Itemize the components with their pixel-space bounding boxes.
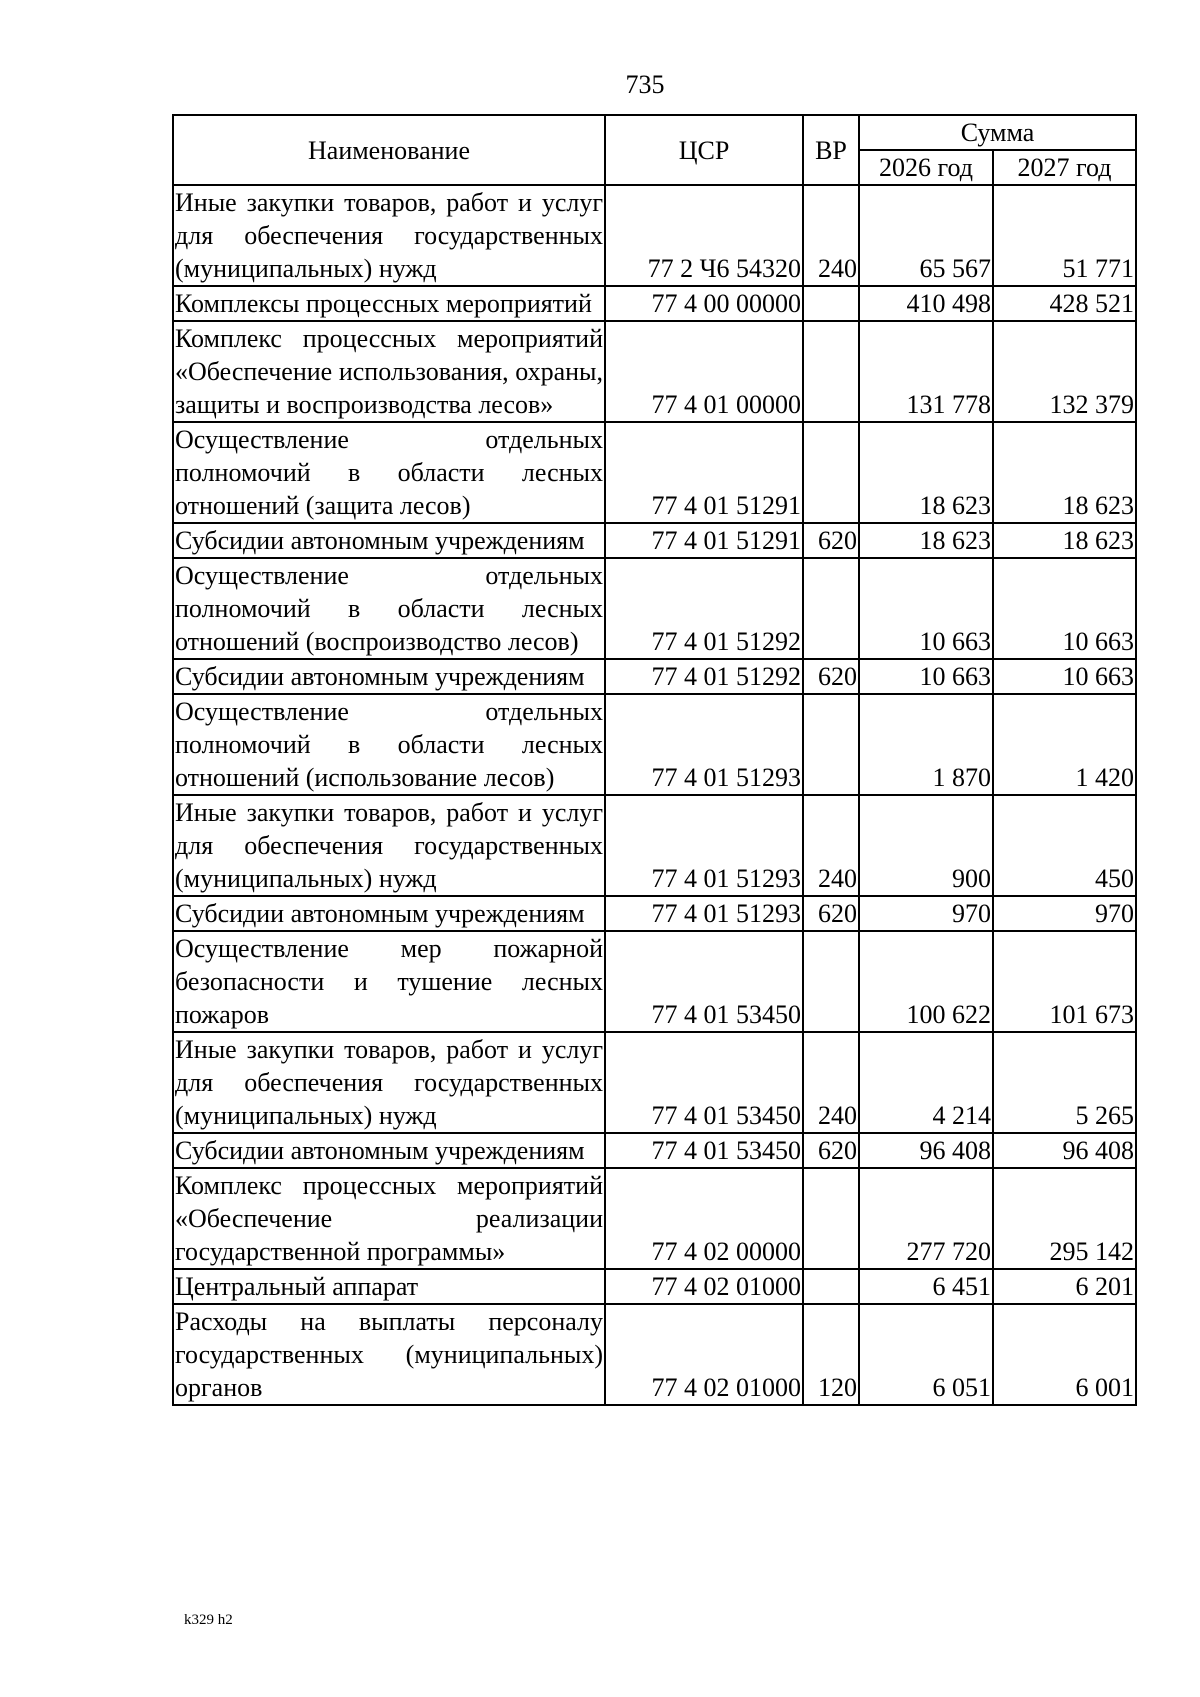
row-sum-2027: 970 <box>993 896 1136 931</box>
row-vr: 240 <box>803 1032 859 1133</box>
table-row <box>173 896 1136 931</box>
table-row <box>173 1032 1136 1133</box>
row-sum-2026: 6 051 <box>859 1304 993 1405</box>
table-row <box>173 659 1136 694</box>
row-csr: 77 4 01 51292 <box>605 558 803 659</box>
row-vr <box>803 1269 859 1304</box>
row-name: Субсидии автономным учреждениям <box>173 523 605 558</box>
row-sum-2026: 131 778 <box>859 321 993 422</box>
table-body <box>173 185 1136 1405</box>
table-row <box>173 1133 1136 1168</box>
row-csr: 77 4 01 00000 <box>605 321 803 422</box>
row-csr: 77 4 01 51292 <box>605 659 803 694</box>
table-row <box>173 558 1136 659</box>
footer-document-code: k329 h2 <box>184 1612 233 1628</box>
row-vr <box>803 422 859 523</box>
row-csr: 77 4 02 01000 <box>605 1304 803 1405</box>
row-sum-2027: 295 142 <box>993 1168 1136 1269</box>
row-name: Субсидии автономным учреждениям <box>173 659 605 694</box>
table-row <box>173 422 1136 523</box>
row-name: Осуществление отдельных полномочий в области лесных отношений (использование лесов) <box>173 694 605 795</box>
row-csr: 77 4 01 51293 <box>605 694 803 795</box>
table-row <box>173 1168 1136 1269</box>
row-sum-2027: 101 673 <box>993 931 1136 1032</box>
row-sum-2026: 96 408 <box>859 1133 993 1168</box>
row-sum-2027: 5 265 <box>993 1032 1136 1133</box>
row-sum-2027: 6 201 <box>993 1269 1136 1304</box>
row-name: Иные закупки товаров, работ и услуг для обеспечения государственных (муниципальных) нужд <box>173 795 605 896</box>
row-name: Комплекс процессных мероприятий «Обеспечение реализации государственной программы» <box>173 1168 605 1269</box>
row-sum-2026: 1 870 <box>859 694 993 795</box>
row-name: Осуществление отдельных полномочий в области лесных отношений (воспроизводство лесов) <box>173 558 605 659</box>
row-sum-2026: 900 <box>859 795 993 896</box>
row-sum-2027: 18 623 <box>993 422 1136 523</box>
header-vr: ВР <box>803 115 859 185</box>
header-csr: ЦСР <box>605 115 803 185</box>
row-vr: 620 <box>803 896 859 931</box>
row-csr: 77 4 01 53450 <box>605 1133 803 1168</box>
row-sum-2027: 18 623 <box>993 523 1136 558</box>
header-year-2027: 2027 год <box>993 150 1136 185</box>
row-csr: 77 4 01 53450 <box>605 931 803 1032</box>
row-vr: 240 <box>803 185 859 286</box>
row-sum-2026: 65 567 <box>859 185 993 286</box>
page-number: 735 <box>625 70 665 99</box>
row-sum-2027: 10 663 <box>993 659 1136 694</box>
table-row <box>173 286 1136 321</box>
row-sum-2027: 6 001 <box>993 1304 1136 1405</box>
row-vr: 620 <box>803 659 859 694</box>
row-sum-2026: 100 622 <box>859 931 993 1032</box>
header-sum: Сумма <box>859 115 1136 150</box>
row-name: Комплекс процессных мероприятий «Обеспечение использования, охраны, защиты и воспроизводства лесов» <box>173 321 605 422</box>
row-vr: 120 <box>803 1304 859 1405</box>
row-csr: 77 4 00 00000 <box>605 286 803 321</box>
row-sum-2026: 277 720 <box>859 1168 993 1269</box>
table-row <box>173 694 1136 795</box>
row-sum-2027: 450 <box>993 795 1136 896</box>
row-sum-2027: 428 521 <box>993 286 1136 321</box>
row-name: Осуществление отдельных полномочий в области лесных отношений (защита лесов) <box>173 422 605 523</box>
table-row <box>173 185 1136 286</box>
row-vr: 620 <box>803 523 859 558</box>
row-sum-2026: 10 663 <box>859 558 993 659</box>
budget-table <box>172 114 1137 1406</box>
row-csr: 77 4 01 53450 <box>605 1032 803 1133</box>
row-csr: 77 2 Ч6 54320 <box>605 185 803 286</box>
row-vr <box>803 321 859 422</box>
row-name: Субсидии автономным учреждениям <box>173 1133 605 1168</box>
table-header <box>173 115 1136 185</box>
row-csr: 77 4 01 51293 <box>605 896 803 931</box>
header-year-2026: 2026 год <box>859 150 993 185</box>
row-sum-2027: 51 771 <box>993 185 1136 286</box>
row-name: Субсидии автономным учреждениям <box>173 896 605 931</box>
row-sum-2027: 96 408 <box>993 1133 1136 1168</box>
row-sum-2026: 10 663 <box>859 659 993 694</box>
table-row <box>173 931 1136 1032</box>
row-vr <box>803 286 859 321</box>
row-sum-2027: 1 420 <box>993 694 1136 795</box>
row-csr: 77 4 02 00000 <box>605 1168 803 1269</box>
row-csr: 77 4 01 51291 <box>605 523 803 558</box>
row-name: Осуществление мер пожарной безопасности и тушение лесных пожаров <box>173 931 605 1032</box>
header-name: Наименование <box>173 115 605 185</box>
row-name: Центральный аппарат <box>173 1269 605 1304</box>
table-row <box>173 1269 1136 1304</box>
row-sum-2026: 18 623 <box>859 523 993 558</box>
row-csr: 77 4 01 51293 <box>605 795 803 896</box>
row-sum-2026: 410 498 <box>859 286 993 321</box>
row-vr: 240 <box>803 795 859 896</box>
row-name: Иные закупки товаров, работ и услуг для обеспечения государственных (муниципальных) нужд <box>173 185 605 286</box>
row-vr <box>803 558 859 659</box>
row-vr <box>803 694 859 795</box>
row-sum-2026: 4 214 <box>859 1032 993 1133</box>
row-sum-2026: 18 623 <box>859 422 993 523</box>
row-sum-2026: 6 451 <box>859 1269 993 1304</box>
table-row <box>173 523 1136 558</box>
row-vr: 620 <box>803 1133 859 1168</box>
table-row <box>173 321 1136 422</box>
table-row <box>173 795 1136 896</box>
row-vr <box>803 1168 859 1269</box>
row-name: Иные закупки товаров, работ и услуг для обеспечения государственных (муниципальных) нужд <box>173 1032 605 1133</box>
row-sum-2027: 132 379 <box>993 321 1136 422</box>
row-sum-2027: 10 663 <box>993 558 1136 659</box>
row-csr: 77 4 01 51291 <box>605 422 803 523</box>
row-name: Комплексы процессных мероприятий <box>173 286 605 321</box>
table-row <box>173 1304 1136 1405</box>
row-csr: 77 4 02 01000 <box>605 1269 803 1304</box>
row-vr <box>803 931 859 1032</box>
row-sum-2026: 970 <box>859 896 993 931</box>
row-name: Расходы на выплаты персоналу государственных (муниципальных) органов <box>173 1304 605 1405</box>
